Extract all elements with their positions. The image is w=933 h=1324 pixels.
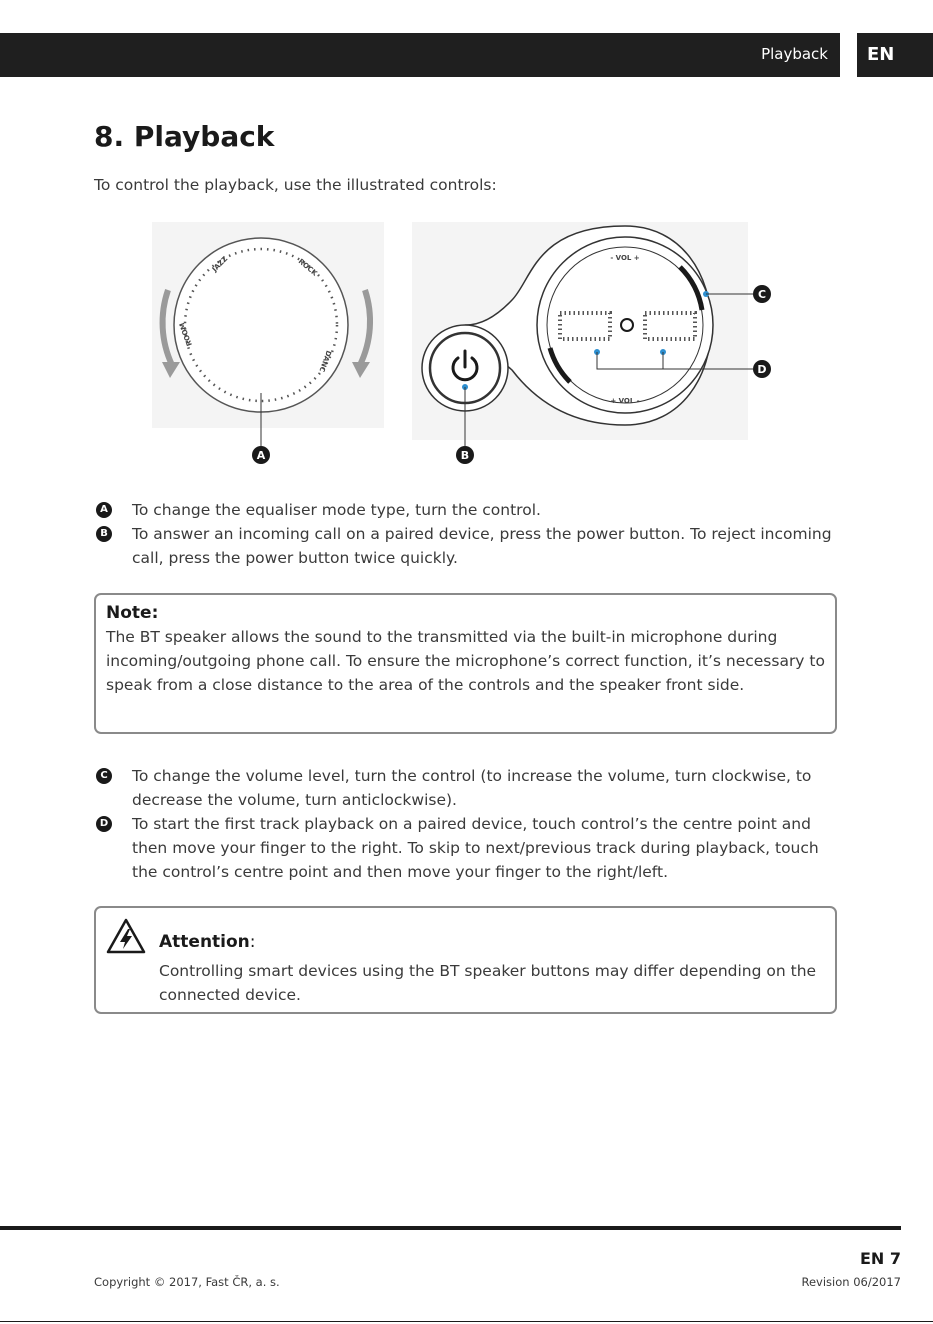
attention-heading	[159, 932, 256, 952]
bullet-marker-b: B	[96, 526, 112, 542]
callout-d-label: D	[757, 363, 767, 376]
dial-label-rock: ROCK	[296, 257, 319, 278]
footer-rule	[0, 1226, 901, 1230]
dial-label-dance: DANC	[317, 349, 333, 373]
list-item	[94, 764, 834, 812]
header-bar	[0, 33, 840, 77]
list-item	[94, 812, 834, 884]
footer-page-number: EN 7	[859, 1249, 901, 1268]
list-item-text: To answer an incoming call on a paired device, press the power button. To reject incoming call, press the power button twice quickly.	[132, 525, 832, 567]
bullet-marker-a: A	[96, 502, 112, 518]
list-item-text: To change the volume level, turn the control (to increase the volume, turn clockwise, to decrease the volume, turn anticlockwise).	[132, 767, 812, 809]
bottom-rule	[0, 1321, 933, 1322]
list-item	[94, 498, 834, 522]
note-text: The BT speaker allows the sound to the transmitted via the built-in microphone during incoming/outgoing phone call. To ensure the microphone’s correct function, it’s necessary to speak from a close distance to the area of the controls and the speaker front side.	[106, 628, 825, 694]
attention-text: Controlling smart devices using the BT speaker buttons may differ depending on the connected device.	[159, 962, 817, 1004]
attention-title: Attention	[159, 932, 250, 952]
callout-b-label: B	[460, 449, 470, 462]
list-item-text: To change the equaliser mode type, turn the control.	[132, 501, 541, 519]
bullet-marker-c: C	[96, 768, 112, 784]
volume-label-top: - VOL +	[610, 254, 640, 262]
controls-illustration	[140, 210, 840, 475]
intro-text: To control the playback, use the illustrated controls:	[94, 176, 497, 194]
list-item-text: To start the first track playback on a paired device, touch control’s the centre point and then move your finger to the right. To skip to next/previous track during playback, touch the control’s centre point and then move your finger to the right/left.	[132, 815, 819, 881]
bullet-marker-d: D	[96, 816, 112, 832]
volume-label-bottom: + VOL -	[610, 397, 640, 405]
attention-colon: :	[249, 932, 256, 952]
callout-c-label: C	[757, 288, 767, 301]
instructions-list-ab	[94, 498, 834, 570]
attention-box	[94, 906, 837, 1014]
equaliser-dial	[152, 222, 384, 464]
footer-copyright: Copyright © 2017, Fast ČR, a. s.	[94, 1275, 280, 1289]
warning-lightning-icon	[106, 918, 146, 954]
header-section-title: Playback	[761, 45, 828, 63]
dial-label-jazz: JAZZ	[210, 254, 230, 274]
footer-revision: Revision 06/2017	[801, 1275, 901, 1289]
note-heading: Note:	[106, 603, 159, 623]
list-item	[94, 522, 834, 570]
header-language-badge: EN	[857, 33, 933, 77]
dial-label-room: ROOM	[178, 321, 194, 348]
centre-touch-point	[621, 319, 633, 331]
page-title: 8. Playback	[94, 120, 275, 153]
note-box	[94, 593, 837, 734]
speaker-control	[412, 222, 771, 464]
instructions-list-cd	[94, 764, 834, 884]
callout-a-label: A	[256, 449, 266, 462]
